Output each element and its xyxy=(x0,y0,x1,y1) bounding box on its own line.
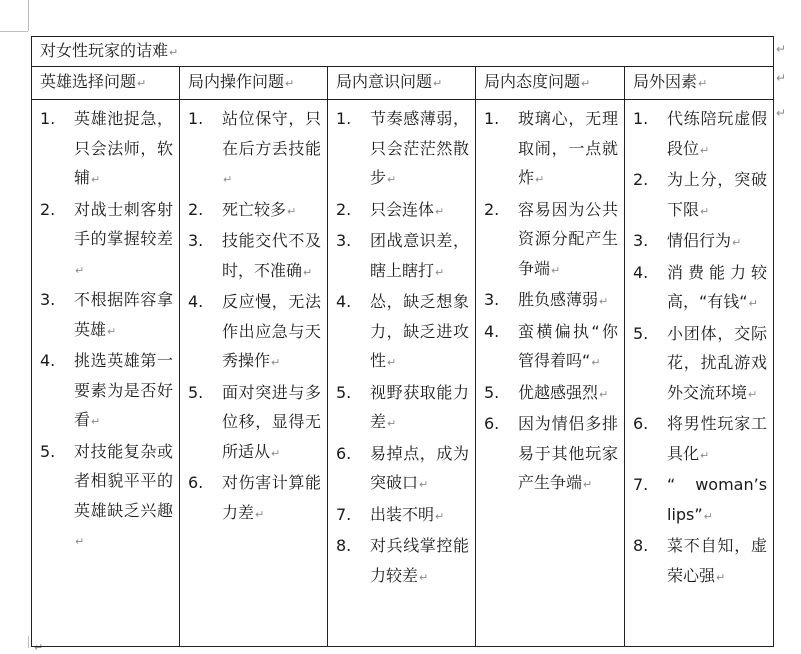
item-list xyxy=(476,104,624,500)
list-item: 4. 蛮横偏执“你管得着吗“↵ xyxy=(484,321,618,370)
list-item: 5. 视野获取能力差↵ xyxy=(336,382,469,431)
column-header: 局内意识问题 xyxy=(336,72,433,91)
title-row xyxy=(32,37,774,67)
item-list xyxy=(328,104,475,592)
list-item: 8. 对兵线掌控能力较差↵ xyxy=(336,536,469,585)
header-row xyxy=(32,67,774,100)
column-header: 局内操作问题 xyxy=(188,72,285,91)
content-cell[interactable] xyxy=(328,100,476,647)
content-cell[interactable] xyxy=(180,100,328,647)
page-corner-mark-vertical xyxy=(28,0,29,31)
content-cell[interactable] xyxy=(32,100,180,647)
list-item: 1. 节奏感薄弱，只会茫茫然散步↵ xyxy=(336,109,469,187)
paragraph-mark-icon: ↵ xyxy=(698,77,708,90)
list-item: 1. 英雄池捉急，只会法师，软辅↵ xyxy=(40,109,173,187)
item-list xyxy=(625,104,773,592)
list-item: 3. 情侣行为↵ xyxy=(633,231,742,250)
paragraph-mark-icon: ↵ xyxy=(581,77,591,90)
content-row xyxy=(32,100,774,647)
column-header: 局外因素 xyxy=(633,72,698,91)
list-item: 1. 玻璃心，无理取闹，一点就炸↵ xyxy=(484,109,618,187)
list-item: 2. 容易因为公共资源分配产生争端↵ xyxy=(484,199,618,278)
header-cell[interactable] xyxy=(625,67,774,100)
row-end-mark-icon: ↵ xyxy=(776,106,787,120)
complaints-table xyxy=(31,36,774,647)
item-list xyxy=(32,104,179,557)
header-cell[interactable] xyxy=(32,67,180,100)
row-end-mark-icon: ↵ xyxy=(776,71,787,85)
list-item: 5. 优越感强烈↵ xyxy=(484,382,609,402)
list-item: 6. 因为情侣多排易于其他玩家产生争端↵ xyxy=(484,414,618,492)
list-item: 2. 为上分，突破下限↵ xyxy=(633,170,768,219)
column-header: 英雄选择问题 xyxy=(40,72,137,91)
list-item: 5. 对技能复杂或者相貌平平的英雄缺乏兴趣↵ xyxy=(40,441,173,548)
list-item: 2. 只会连体↵ xyxy=(336,199,445,219)
table-title-cell[interactable] xyxy=(32,37,774,67)
list-item: 1. 代练陪玩虚假段位↵ xyxy=(633,109,768,158)
list-item: 8. 菜不自知，虚荣心强↵ xyxy=(633,536,768,585)
column-header: 局内态度问题 xyxy=(484,72,581,91)
paragraph-mark-icon: ↵ xyxy=(169,46,179,59)
list-item: 5. 面对突进与多位移，显得无所适从↵ xyxy=(188,382,321,461)
list-item: 3. 团战意识差，瞎上瞎打↵ xyxy=(336,231,469,280)
list-item: 2. 对战士刺客射手的掌握较差↵ xyxy=(40,199,173,277)
list-item: 2. 死亡较多↵ xyxy=(188,199,297,219)
list-item: 4. 怂，缺乏想象力，缺乏进攻性↵ xyxy=(336,292,469,370)
list-item: 4. 消费能力较高，“有钱“↵ xyxy=(633,262,768,311)
paragraph-mark-icon: ↵ xyxy=(34,641,44,654)
page-corner-mark-bottom xyxy=(28,636,29,648)
list-item: 5. 小团体，交际花，扰乱游戏外交流环境↵ xyxy=(633,323,768,402)
paragraph-mark-icon: ↵ xyxy=(433,77,443,90)
page-corner-mark-horizontal xyxy=(0,31,28,32)
list-item: 6. 将男性玩家工具化↵ xyxy=(633,414,768,463)
list-item: 6. 对伤害计算能力差↵ xyxy=(188,473,321,522)
header-cell[interactable] xyxy=(328,67,476,100)
paragraph-mark-icon: ↵ xyxy=(285,77,295,90)
list-item: 3. 技能交代不及时，不准确↵ xyxy=(188,231,321,280)
list-item: 3. 不根据阵容拿英雄↵ xyxy=(40,290,173,339)
header-cell[interactable] xyxy=(180,67,328,100)
list-item: 6. 易掉点，成为突破口↵ xyxy=(336,443,469,492)
table-title: 对女性玩家的诘难 xyxy=(40,41,169,60)
content-cell[interactable] xyxy=(476,100,625,647)
list-item: 4. 挑选英雄第一要素为是否好看↵ xyxy=(40,351,173,429)
row-end-mark-icon: ↵ xyxy=(776,42,787,56)
list-item: 1. 站位保守，只在后方丢技能↵ xyxy=(188,109,321,186)
list-item: 3. 胜负感薄弱↵ xyxy=(484,290,609,309)
list-item: 4. 反应慢，无法作出应急与天秀操作↵ xyxy=(188,292,321,370)
content-cell[interactable] xyxy=(625,100,774,647)
header-cell[interactable] xyxy=(476,67,625,100)
paragraph-mark-icon: ↵ xyxy=(137,77,147,90)
list-item: 7. 出装不明↵ xyxy=(336,504,445,524)
list-item: 7. “ woman’s lips”↵ xyxy=(633,475,768,524)
item-list xyxy=(180,104,327,529)
